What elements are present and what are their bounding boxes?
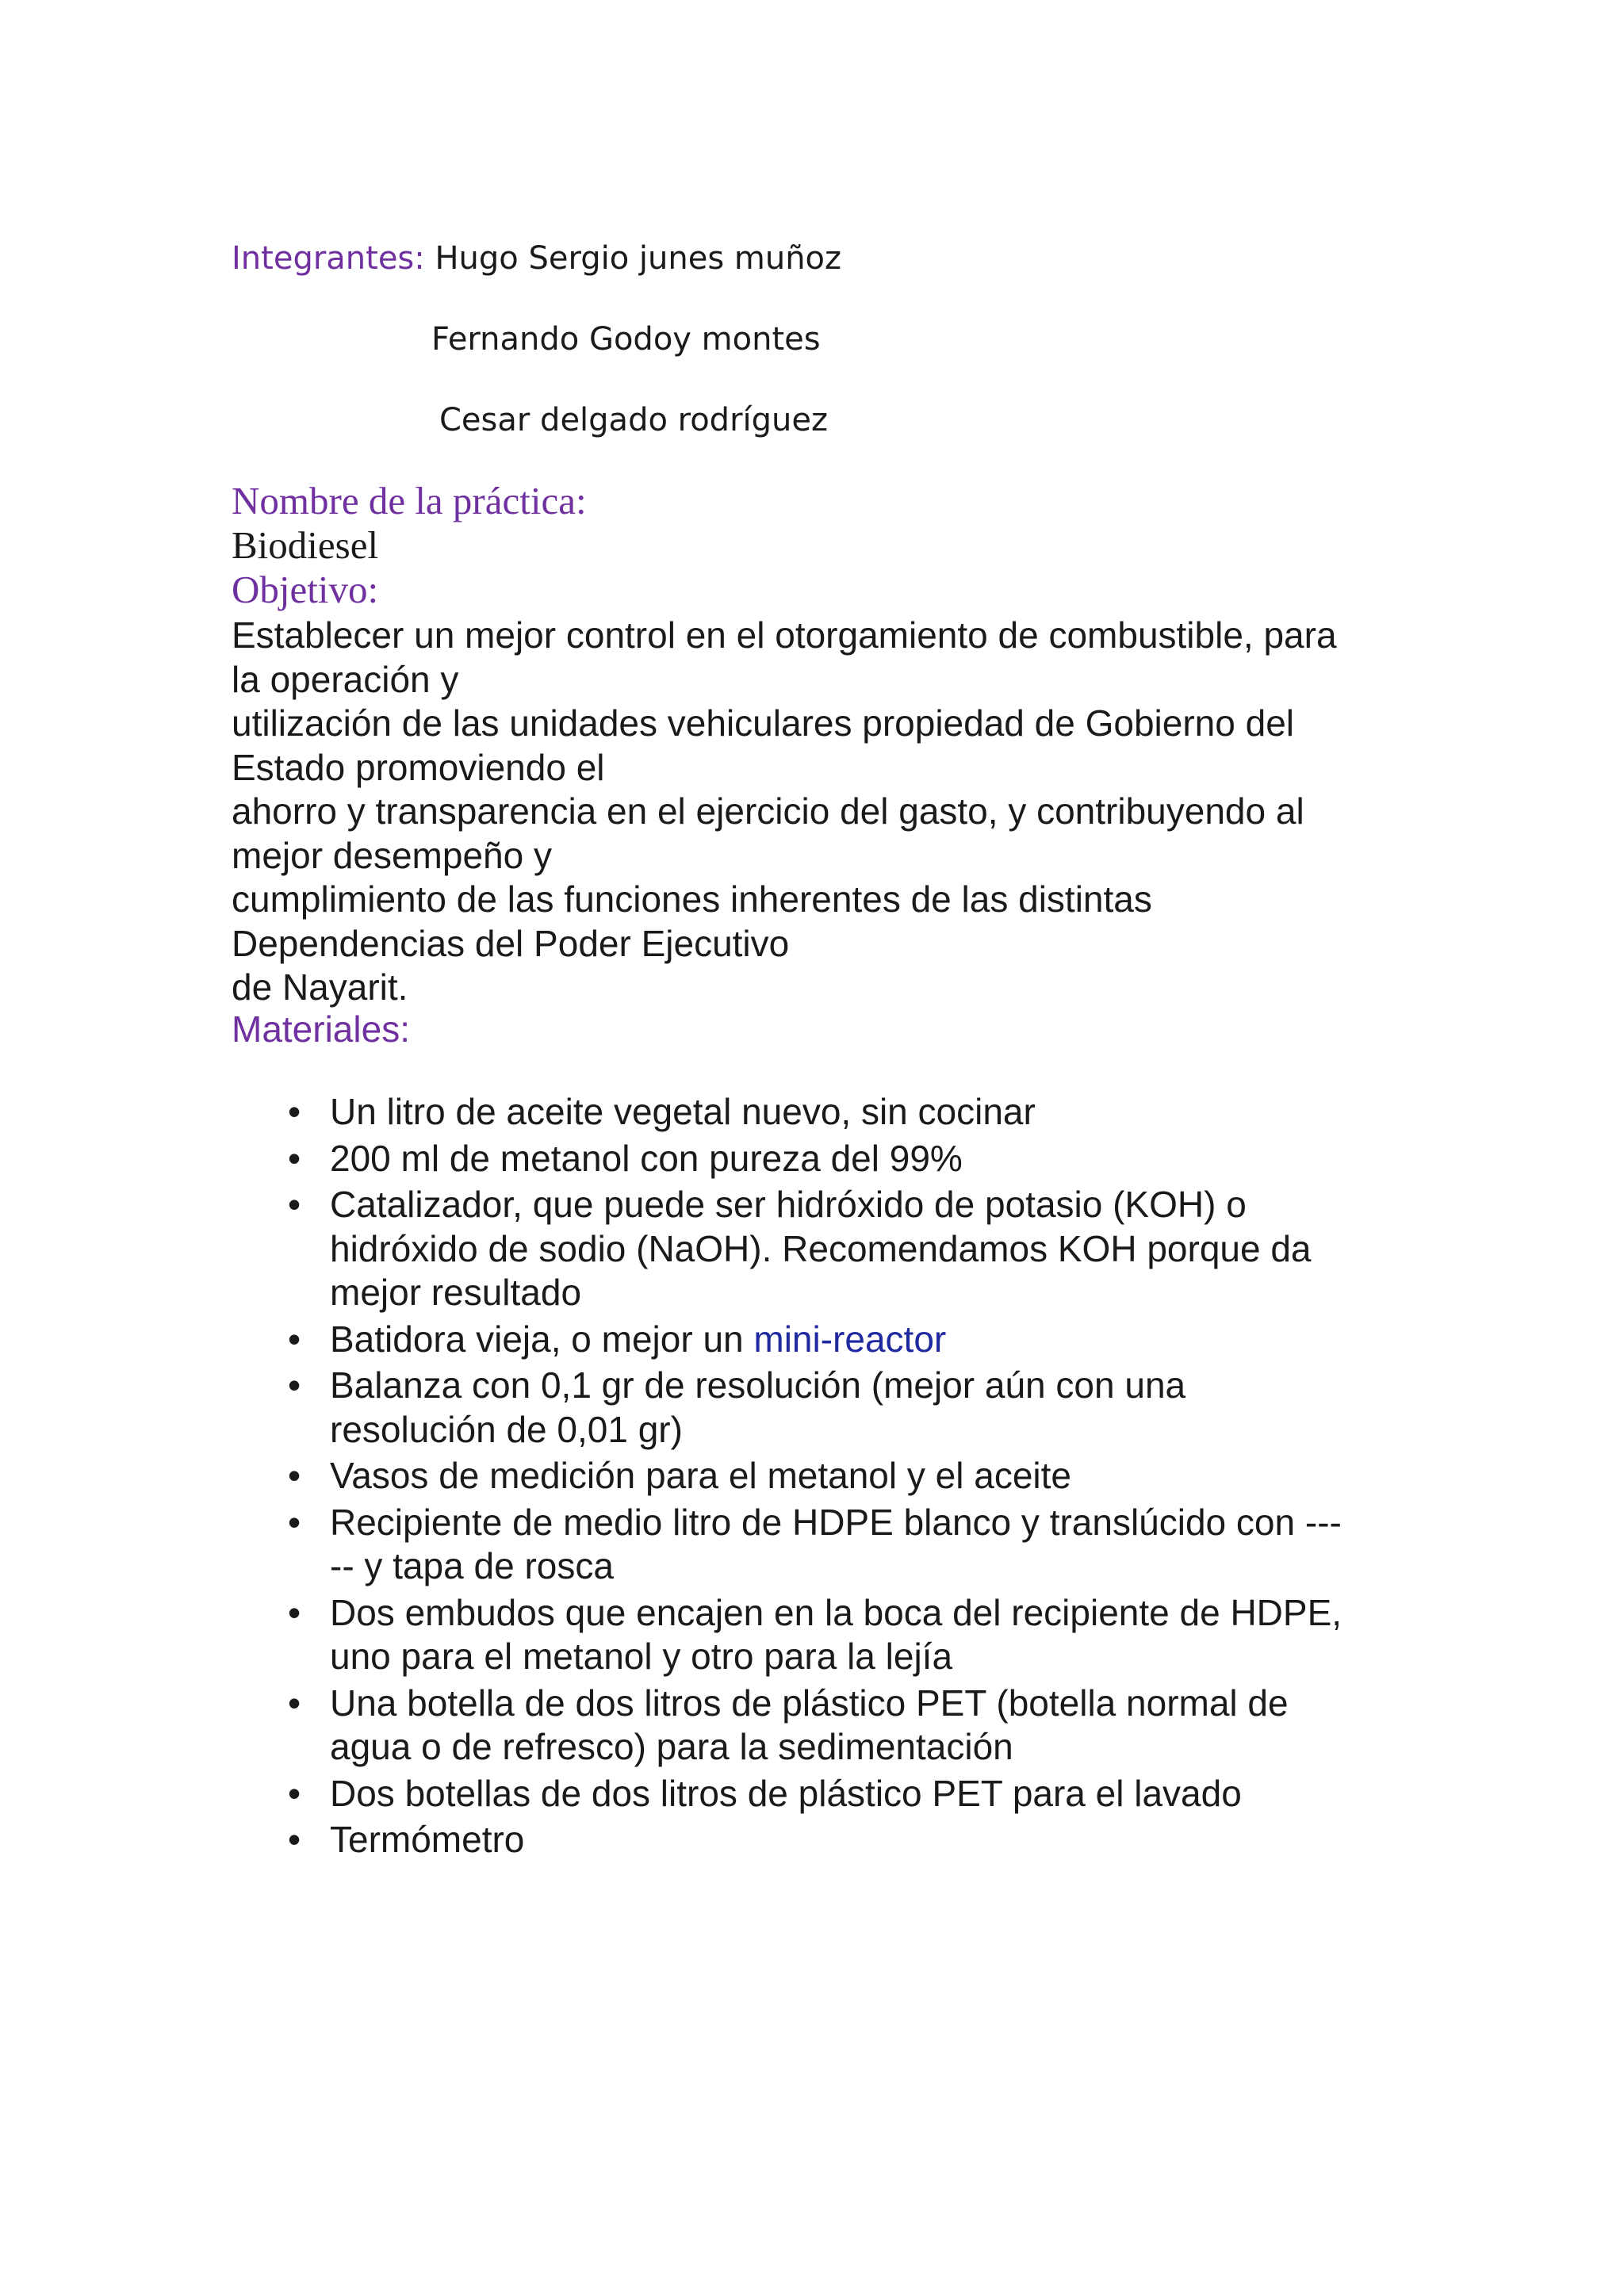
bullet-icon: • (287, 1091, 301, 1132)
objective-line: Dependencias del Poder Ejecutivo (232, 922, 790, 964)
objective-line: la operación y (232, 658, 459, 700)
objective-line: Estado promoviendo el (232, 746, 605, 788)
bullet-icon: • (287, 1318, 301, 1360)
objective-text (232, 614, 1405, 1010)
list-item: • Termómetro (282, 1818, 1408, 1862)
bullet-icon: • (287, 1682, 301, 1724)
list-item: • Vasos de medición para el metanol y el aceite (282, 1454, 1408, 1498)
materials-list (282, 1090, 1408, 1865)
objective-line: Establecer un mejor control en el otorgamiento de combustible, para (232, 614, 1337, 656)
list-item: • Una botella de dos litros de plástico PET (botella normal de agua o de refresco) para la sedimentación (282, 1682, 1408, 1770)
bullet-icon: • (287, 1364, 301, 1406)
list-item: • Catalizador, que puede ser hidróxido de potasio (KOH) o hidróxido de sodio (NaOH). Recomendamos KOH porque da mejor resultado (282, 1183, 1408, 1315)
bullet-icon: • (287, 1819, 301, 1860)
objective-line: ahorro y transparencia en el ejercicio del gasto, y contribuyendo al (232, 790, 1304, 832)
practice-name: Biodiesel (232, 523, 379, 567)
list-item: • Recipiente de medio litro de HDPE blanco y translúcido con --- -- y tapa de rosca (282, 1501, 1408, 1589)
objective-label: Objetivo: (232, 568, 379, 611)
members-label: Integrantes: (232, 240, 425, 277)
member-name: Hugo Sergio junes muñoz (435, 240, 842, 277)
member-name: Cesar delgado rodríguez (439, 402, 828, 438)
mini-reactor-link[interactable]: mini-reactor (753, 1318, 947, 1360)
bullet-icon: • (287, 1455, 301, 1496)
members-row-1 (232, 235, 841, 282)
objective-line: de Nayarit. (232, 966, 408, 1008)
list-item: • Un litro de aceite vegetal nuevo, sin cocinar (282, 1090, 1408, 1135)
bullet-icon: • (287, 1772, 301, 1814)
list-item: • 200 ml de metanol con pureza del 99% (282, 1137, 1408, 1181)
materials-label: Materiales: (232, 1008, 410, 1050)
member-name: Fernando Godoy montes (431, 321, 821, 358)
list-item: • Balanza con 0,1 gr de resolución (mejor aún con una resolución de 0,01 gr) (282, 1364, 1408, 1452)
objective-line: mejor desempeño y (232, 834, 552, 876)
bullet-icon: • (287, 1137, 301, 1179)
objective-line: cumplimiento de las funciones inherentes de las distintas (232, 878, 1152, 920)
bullet-icon: • (287, 1501, 301, 1543)
bullet-icon: • (287, 1184, 301, 1225)
objective-line: utilización de las unidades vehiculares propiedad de Gobierno del (232, 702, 1294, 744)
list-item: • Dos botellas de dos litros de plástico PET para el lavado (282, 1772, 1408, 1816)
bullet-icon: • (287, 1591, 301, 1633)
list-item: • Batidora vieja, o mejor un mini-reactor (282, 1318, 1408, 1362)
practice-label: Nombre de la práctica: (232, 479, 587, 522)
list-item: • Dos embudos que encajen en la boca del recipiente de HDPE, uno para el metanol y otro para la lejía (282, 1591, 1408, 1679)
